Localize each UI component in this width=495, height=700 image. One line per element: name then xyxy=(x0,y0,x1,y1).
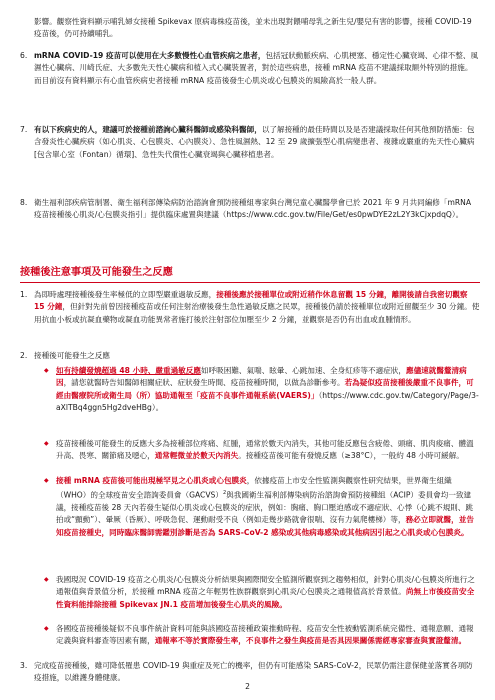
b4-highlight: 尚無上市後疫苗安全性資料能排除接種 Spikevax JN.1 疫苗增加後發生心肌炎的風險。 xyxy=(56,587,475,609)
list-number: 8. xyxy=(20,198,28,207)
b3-text-a: ，依據疫苗上市安全性監測與觀察性研究結果，世界衛生組織（WHO）的全球疫苗安全諮詢委員會（GACVS） xyxy=(56,476,452,500)
page-number: 2 xyxy=(245,682,250,691)
b2-text-a: 疫苗接種後可能發生的反應大多為接種部位疼痛、紅腫，通常於數天內消失，其他可能反應包含疲倦、頭痛、肌肉痠痛、體溫升高、畏寒、關節痛及噁心， xyxy=(56,439,474,461)
s1-highlight: 接種後應於接種單位或附近稍作休息留觀 15 分鐘，離開後請自我密切觀察 15 分鐘 xyxy=(34,290,468,312)
list-number: 7. xyxy=(20,125,28,134)
s1-text-a: 為即時處理接種後發生率極低的立即型嚴重過敏反應， xyxy=(34,290,217,299)
vaers-link[interactable]: （https://www.cdc.gov.tw/Category/Page/3-aXlTBq4ggn5Hg2dveHBg）。 xyxy=(56,390,479,412)
item7-text: 以了解接種的最佳時間以及是否建議採取任何其他預防措施：包含發炎性心臟疾病（如心肌炎、心包膜炎、心內膜炎）、急性風濕熱、12 至 29 歲擴張型心肌病變患者、複雜或嚴重的先天性心臟病[包含單心室（Fontan）循環]、急性失代償性心臟衰竭與心臟移植患者。 xyxy=(34,125,475,159)
item8-text: 衛生福利部疾病管制署、衛生福利部傳染病防治諮詢會預防接種組專家與台灣兒童心臟醫學會已於 2021 年 9 月共同編修「mRNA 疫苗接種後心肌炎/心包膜炎指引」提供臨床處置與建議（https://www.cdc.gov.tw/File/Get/es0pwDYE2zL2Y3kCjxpdqQ）。 xyxy=(34,198,472,220)
list-item-2 xyxy=(20,350,480,362)
triangle-bullet-icon: ◆ xyxy=(44,367,49,374)
list-number: 2. xyxy=(20,351,28,360)
b5-text-a: 各國疫苗接種後疑似不良事件統計資料可能與該國疫苗接種政策推動時程、疫苗安全性被動監測系統完備性、通報意願、通報定義與資料審查等因素有關， xyxy=(56,624,474,646)
section-heading: 接種後注意事項及可能發生之反應 xyxy=(20,267,173,278)
triangle-bullet-icon: ◆ xyxy=(44,477,49,484)
list-number: 6. xyxy=(20,51,28,60)
b2-text-b: 。接種疫苗後可能有發燒反應（≥38°C），一般約 48 小時可緩解。 xyxy=(238,451,464,461)
s1-text-b: ，但針對先前曾因接種疫苗或任何注射治療後發生急性過敏反應之民眾，接種後仍請於接種單位或附近留觀至少 30 分鐘。使用抗血小板或抗凝血藥物或凝血功能異常者施打後於注射部位加壓至少 2 分鐘，並觀察是否仍有出血或血腫情形。 xyxy=(34,302,480,324)
bullet-item-3 xyxy=(44,475,480,539)
bullet-item-1 xyxy=(44,365,480,414)
bullet-item-4 xyxy=(44,574,480,611)
footnote-ref: 2 xyxy=(222,490,227,497)
b1-highlight-a: 如有持續發燒超過 48 小時、嚴重過敏反應 xyxy=(56,366,201,375)
b5-highlight: 通報率不等於實際發生率，不良事件之發生與疫苗是否具因果關係需經專家審查與實證釐清。 xyxy=(154,636,467,646)
triangle-bullet-icon: ◆ xyxy=(44,625,49,632)
s2-text: 接種後可能發生之反應 xyxy=(34,351,110,360)
list-item-1 xyxy=(20,289,480,326)
b3-highlight-a: 接種 mRNA 疫苗後可能出現極罕見之心肌炎或心包膜炎 xyxy=(56,476,247,485)
b1-highlight-b: 應儘速就醫釐清病因 xyxy=(56,366,467,388)
b4-text-a: 我國現況 COVID-19 疫苗之心肌炎/心包膜炎分析結果與國際間安全監測所觀察到之趨勢相似，針對心肌炎/心包膜炎所進行之通報值與背景值分析，於接種 mRNA 疫苗之年輕男性族群觀察到心肌炎/心包膜炎之通報值高於背景值。 xyxy=(56,575,475,597)
list-item-8 xyxy=(20,197,480,222)
continuation-text: 影響。觀察性資料顯示哺乳婦女接種 Spikevax 原病毒株疫苗後，並未出現對餵哺母乳之新生兒/嬰兒有害的影響，接種 COVID-19 疫苗後，仍可持續哺乳。 xyxy=(34,17,472,39)
triangle-bullet-icon: ◆ xyxy=(44,440,49,447)
item6-bold: mRNA COVID-19 疫苗可以使用在大多數慢性心血管疾病之患者， xyxy=(34,51,266,60)
b3-highlight-b: 務必立即就醫，並告知疫苗接種史，同時臨床醫師需鑑別診斷是否為 SARS-CoV-2 感染或其他病毒感染或其他病因引起之心肌炎或心包膜炎。 xyxy=(56,515,474,537)
bullet-item-5 xyxy=(44,623,480,648)
b1-highlight-c: 若為疑似疫苗接種後嚴重不良事件，可經由醫療院所或衛生局（所）協助通報至「疫苗不良事件通報系統(VAERS)」 xyxy=(56,378,474,400)
b1-text-b: ，請您就醫時告知醫師相關症狀、症狀發生時間、疫苗接種時間，以做為診斷參考。 xyxy=(63,378,345,388)
item6-text: 包括冠狀動脈疾病、心肌梗塞、穩定性心臟衰竭、心律不整、風濕性心臟病、川崎氏症、大多數先天性心臟病和植入式心臟裝置者，對於這些病患，接種 mRNA 疫苗不建議採取額外特別的措施。而目前沒有資料顯示有心血管疾病史者接種 mRNA 疫苗後發生心肌炎或心包膜炎的風險高於一般人群。 xyxy=(34,51,479,85)
continuation-paragraph xyxy=(20,16,480,41)
b2-highlight: 通常輕微並於數天內消失 xyxy=(154,451,239,461)
bullet-item-2 xyxy=(44,438,480,463)
b1-text-a: 如呼吸困難、氣喘、眩暈、心跳加速、全身紅疹等不適症狀， xyxy=(200,366,406,375)
item7-bold: 有以下疾病史的人，建議可於接種前諮詢心臟科醫師或感染科醫師， xyxy=(34,125,262,134)
triangle-bullet-icon: ◆ xyxy=(44,576,49,583)
s3-text: 完成疫苗接種後，雖可降低罹患 COVID-19 與重症及死亡的機率，但仍有可能感染 SARS-CoV-2，民眾仍需注意保健並落實各項防疫措施，以維護身體健康。 xyxy=(34,661,473,683)
list-item-6 xyxy=(20,50,480,87)
list-number: 1. xyxy=(20,290,28,299)
list-item-3 xyxy=(20,660,480,685)
heading-divider xyxy=(20,282,480,283)
b3-text-b: 與我國衛生福利部傳染病防治諮詢會預防接種組（ACIP）委員會均一致建議，接種疫苗後 28 天內若發生疑似心肌炎或心包膜炎的症狀，例如：胸痛、胸口壓迫感或不適症狀、心悸（心跳不規則、跳拍或“顫動”）、暈厥（昏厥）、呼吸急促、運動耐受不良（例如走幾步路就會很喘、沒有力氣爬樓梯）等， xyxy=(56,490,473,525)
list-item-7 xyxy=(20,124,480,161)
list-number: 3. xyxy=(20,661,28,670)
